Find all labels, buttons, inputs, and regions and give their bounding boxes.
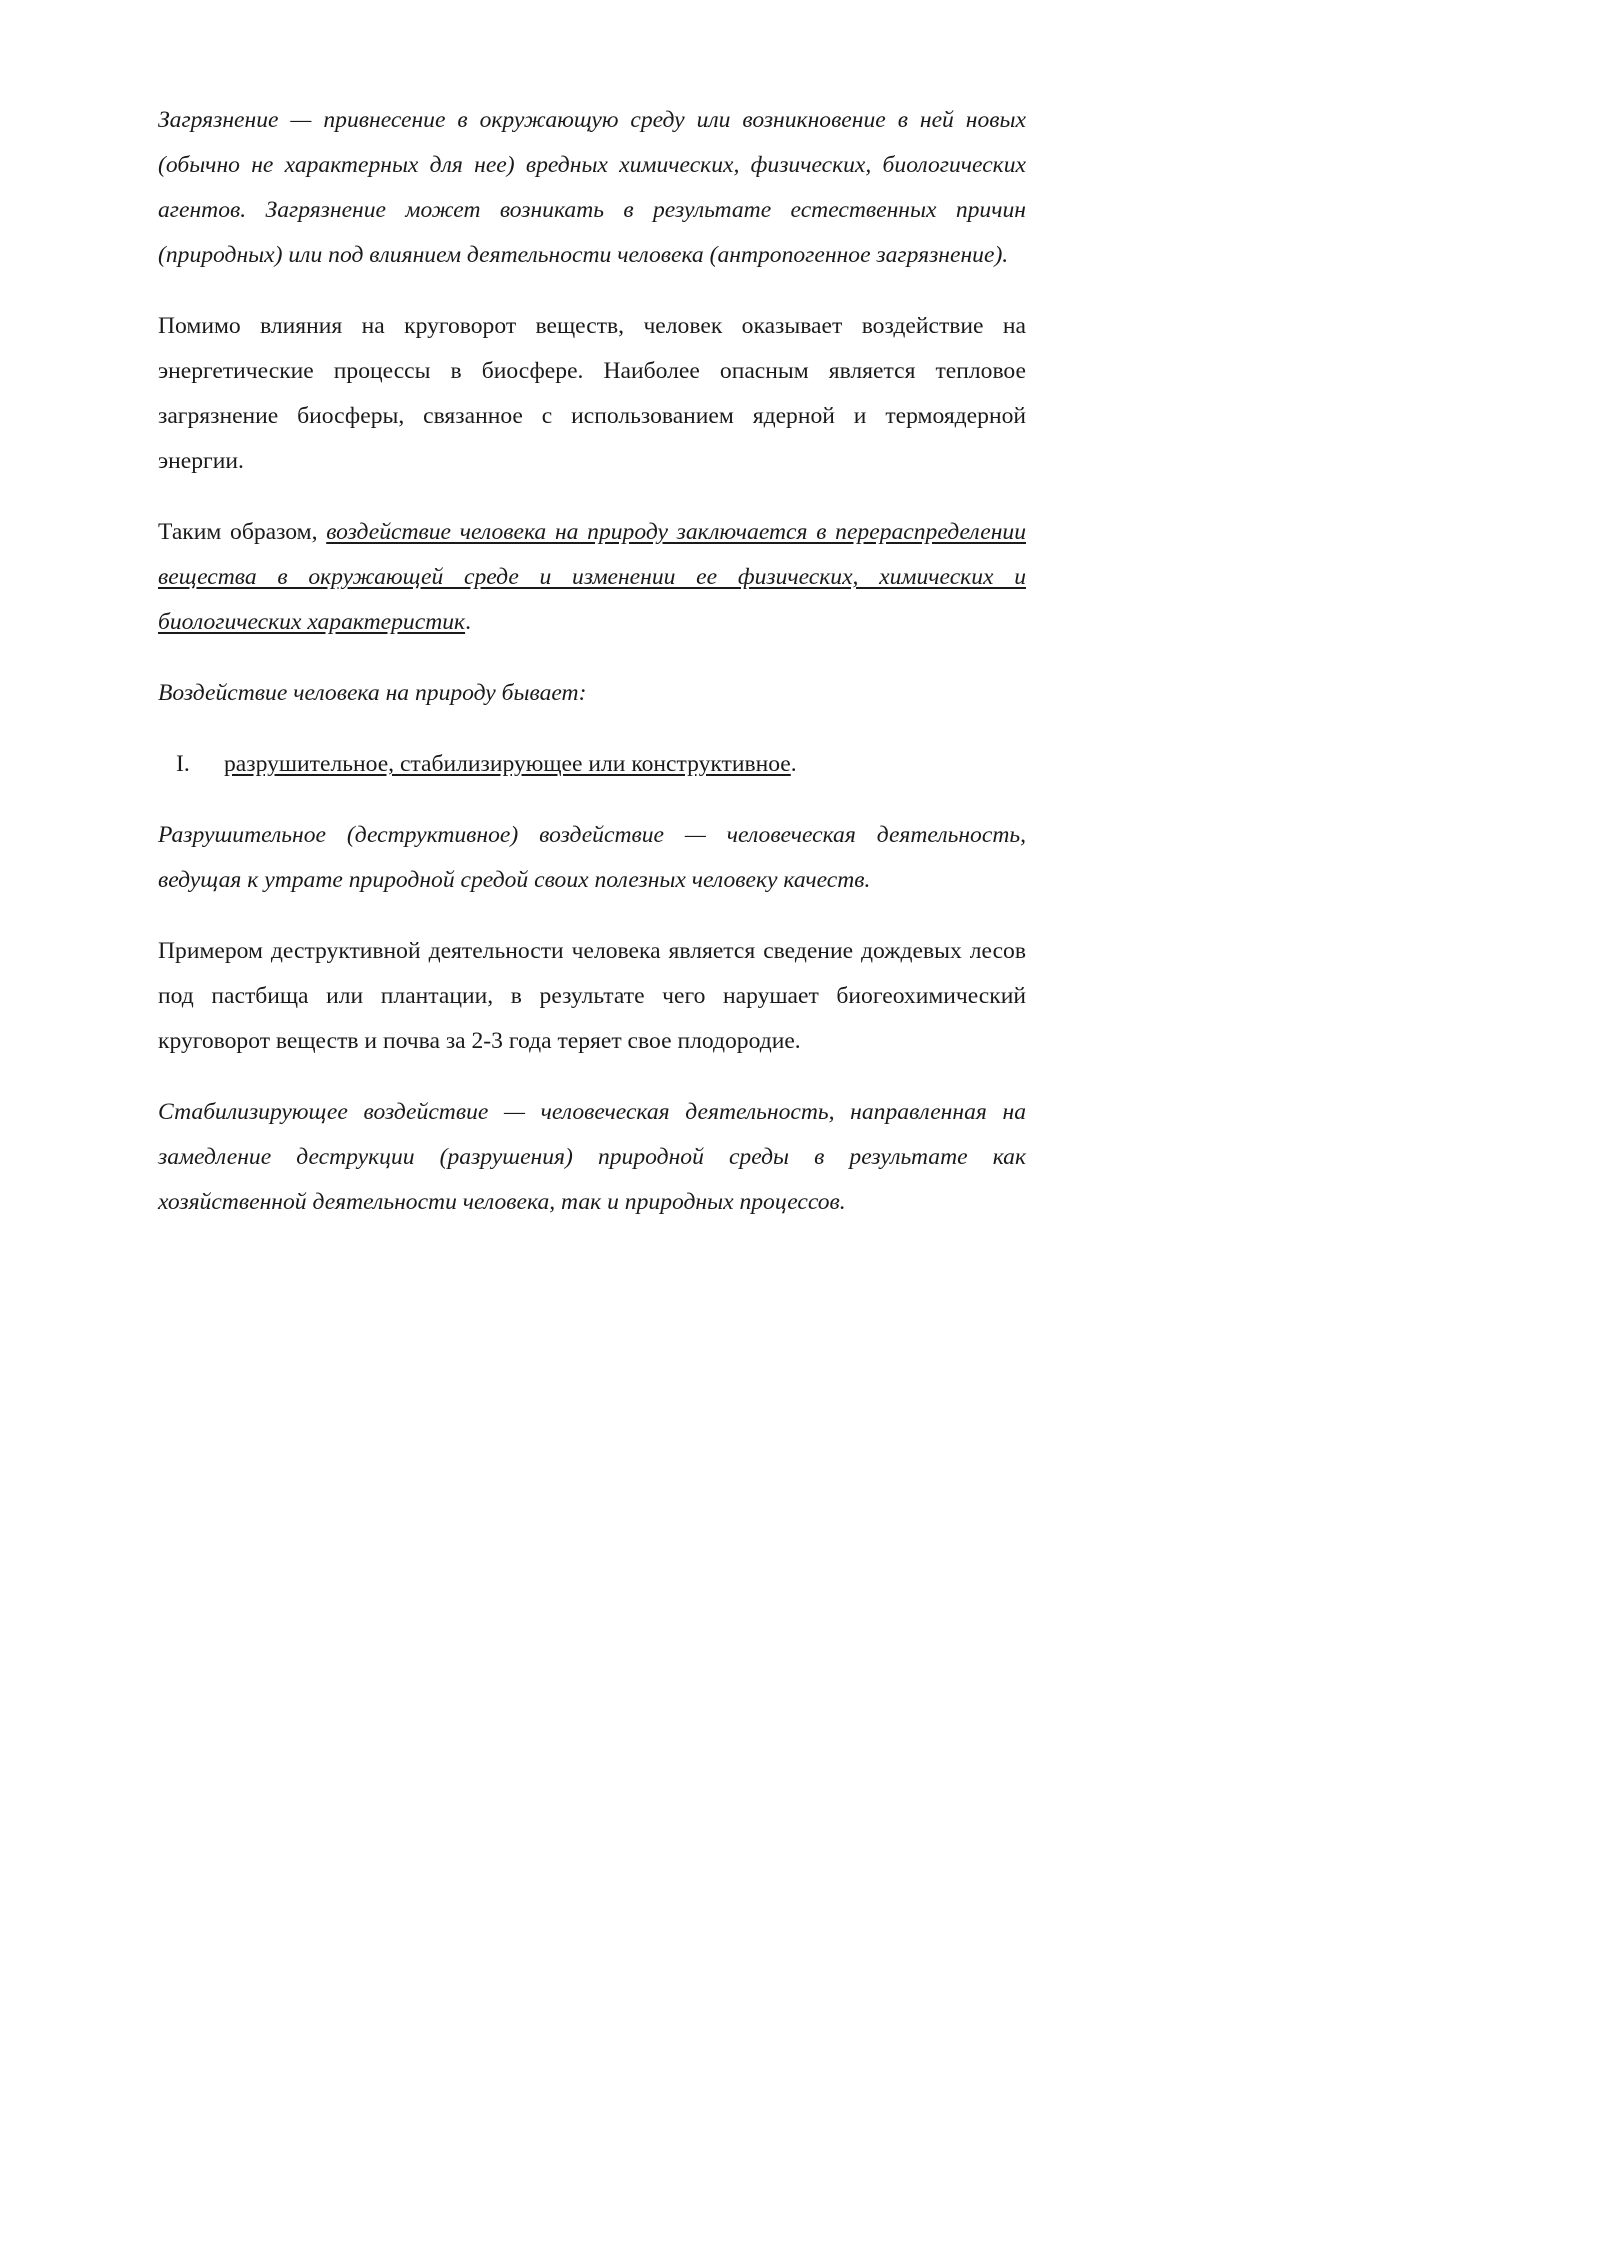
destructive-example-paragraph: Примером деструктивной деятельности человека является сведение дождевых лесов под пастбища или плантации, в результате чего нарушает биогеохимический круговорот веществ и почва за 2-3 года теряет свое плодородие.: [158, 938, 1026, 1054]
list-item: [158, 742, 1026, 787]
stabilizing-definition-paragraph: Стабилизирующее воздействие — человеческая деятельность, направленная на замедление деструкции (разрушения) природной среды в результате как хозяйственной деятельности человека, так и природных процессов.: [158, 1099, 1026, 1215]
impact-types-list: [158, 742, 1026, 787]
list-item-content: [224, 742, 797, 787]
summary-tail: .: [465, 609, 471, 635]
energy-impact-paragraph: Помимо влияния на круговорот веществ, человек оказывает воздействие на энергетические процессы в биосфере. Наиболее опасным является тепловое загрязнение биосферы, связанное с использованием ядерной и термоядерной энергии.: [158, 313, 1026, 474]
document-page: [158, 98, 1026, 1251]
list-item-text: разрушительное, стабилизирующее или конструктивное: [224, 751, 791, 777]
summary-lead: Таким образом,: [158, 519, 327, 545]
summary-paragraph: [158, 510, 1026, 645]
list-item-tail: .: [790, 751, 797, 777]
pollution-definition-paragraph: Загрязнение — привнесение в окружающую среду или возникновение в ней новых (обычно не характерных для нее) вредных химических, физических, биологических агентов. Загрязнение может возникать в результате естественных причин (природных) или под влиянием деятельности человека (антропогенное загрязнение).: [158, 107, 1026, 268]
summary-emphasis: воздействие человека на природу заключается в перераспределении вещества в окружающей среде и изменении ее физических, химических и биологических характеристик: [158, 519, 1026, 635]
impact-types-intro: Воздействие человека на природу бывает:: [158, 680, 587, 706]
list-marker: I.: [176, 751, 190, 777]
destructive-definition-paragraph: Разрушительное (деструктивное) воздействие — человеческая деятельность, ведущая к утрате природной средой своих полезных человеку качеств.: [158, 822, 1026, 893]
